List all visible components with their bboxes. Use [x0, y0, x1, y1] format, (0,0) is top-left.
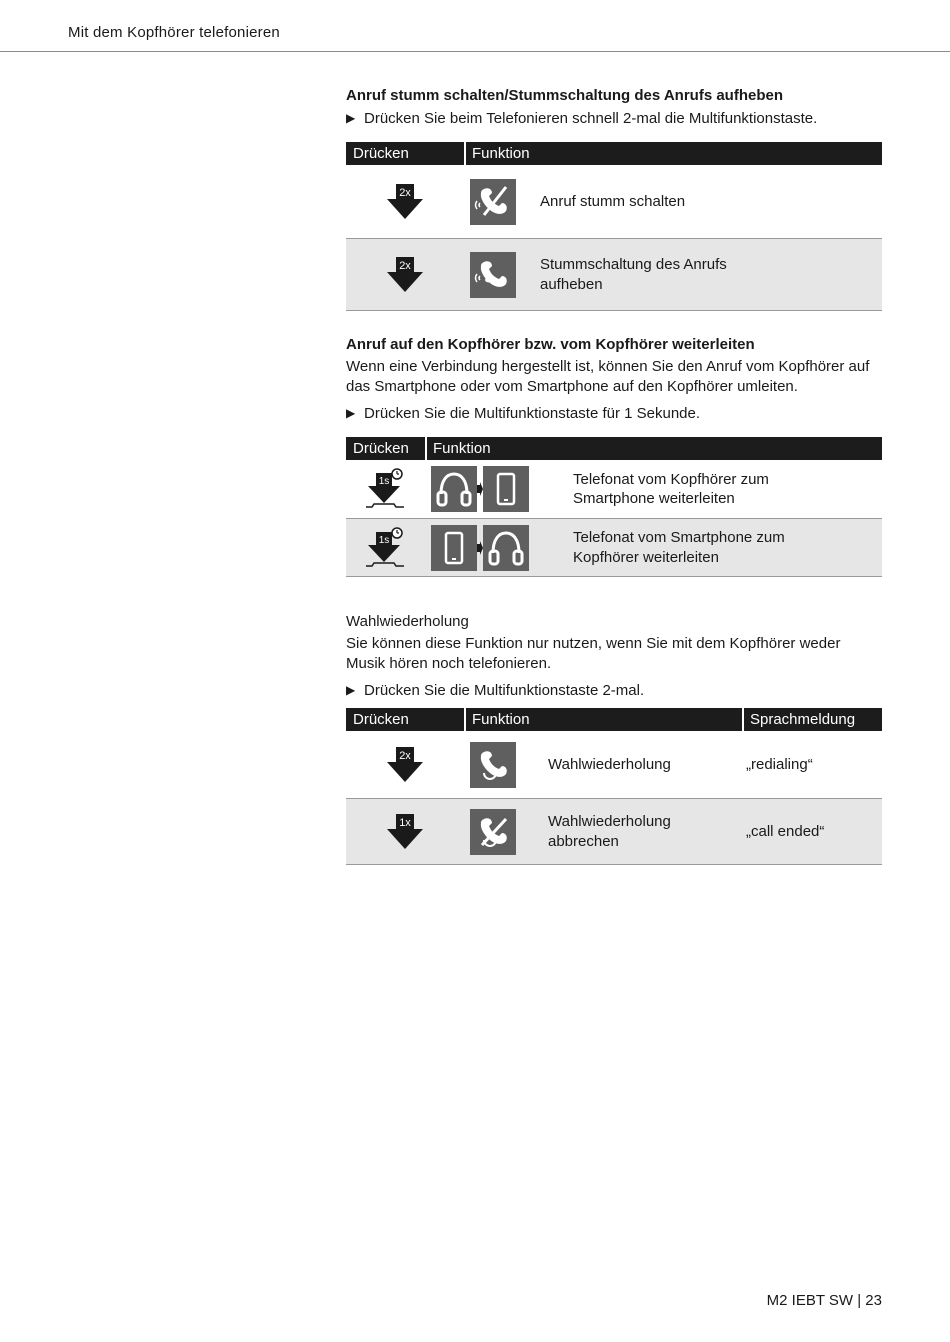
column-header: Drücken: [346, 142, 464, 165]
function-table: [346, 437, 882, 577]
instruction-text: Drücken Sie beim Telefonieren schnell 2-mal die Multifunktionstaste.: [364, 110, 818, 127]
press-indicator: [346, 747, 464, 783]
press-arrow-icon: [385, 747, 425, 783]
smartphone-icon: [483, 466, 529, 512]
press-duration: 1s: [378, 476, 389, 487]
instruction-step: [346, 681, 882, 700]
table-row: [346, 239, 882, 311]
function-table: [346, 142, 882, 311]
voice-prompt: „call ended“: [742, 799, 882, 865]
headphones-icon: [431, 466, 477, 512]
column-header: Funktion: [464, 708, 742, 731]
voice-prompt: „redialing“: [742, 731, 882, 799]
bullet-triangle-icon: ▶: [346, 406, 356, 420]
bullet-triangle-icon: ▶: [346, 111, 356, 125]
function-label: Telefonat vom Kopfhörer zum Smartphone weiterleiten: [573, 470, 769, 507]
function-label: Wahlwiederholung abbrechen: [548, 813, 671, 850]
press-count: 2x: [399, 749, 411, 762]
section-heading: Anruf auf den Kopfhörer bzw. vom Kopfhörer weiterleiten: [346, 336, 755, 353]
function-label: Wahlwiederholung: [548, 755, 671, 773]
section-text: Wenn eine Verbindung hergestellt ist, können Sie den Anruf vom Kopfhörer auf das Smartphone oder vom Smartphone auf den Kopfhörer umleiten.: [346, 358, 870, 395]
table-row: [346, 799, 882, 865]
table-row: [346, 731, 882, 799]
press-indicator: [346, 814, 464, 850]
instruction-text: Drücken Sie die Multifunktionstaste 2-mal.: [364, 682, 645, 699]
page-header-title: Mit dem Kopfhörer telefonieren: [68, 24, 280, 41]
mute-call-icon: [470, 179, 516, 225]
column-header: Sprachmeldung: [742, 708, 882, 731]
press-hold-icon: [364, 526, 408, 570]
table-row: [346, 519, 882, 577]
unmute-call-icon: [470, 252, 516, 298]
press-arrow-icon: [385, 184, 425, 220]
function-label: Stummschaltung des Anrufs aufheben: [540, 256, 727, 293]
instruction-text: Drücken Sie die Multifunktionstaste für 1 Sekunde.: [364, 405, 701, 422]
section-heading: Anruf stumm schalten/Stummschaltung des Anrufs aufheben: [346, 87, 783, 104]
function-label: Anruf stumm schalten: [540, 192, 686, 210]
table-row: [346, 165, 882, 239]
press-count: 2x: [399, 259, 411, 272]
function-label: Telefonat vom Smartphone zum Kopfhörer weiterleiten: [573, 529, 785, 566]
header-divider: [0, 51, 950, 52]
table-row: [346, 460, 882, 519]
column-header: Funktion: [464, 142, 882, 165]
press-indicator: [346, 257, 464, 293]
headphones-icon: [483, 525, 529, 571]
press-arrow-icon: [385, 814, 425, 850]
press-duration: 1s: [378, 534, 389, 546]
press-count: 2x: [399, 186, 411, 199]
instruction-step: [346, 109, 882, 128]
function-table: [346, 708, 882, 865]
press-indicator: [346, 467, 425, 511]
headphones-to-phone-icon: [431, 466, 529, 512]
section-text: Sie können diese Funktion nur nutzen, wenn Sie mit dem Kopfhörer weder Musik hören noch telefonieren.: [346, 635, 841, 672]
cancel-redial-icon: [470, 809, 516, 855]
phone-to-headphones-icon: [431, 525, 529, 571]
smartphone-icon: [431, 525, 477, 571]
column-header: Drücken: [346, 437, 425, 460]
column-header: Funktion: [425, 437, 882, 460]
section-mute: [346, 86, 882, 311]
press-hold-icon: [364, 467, 408, 511]
page-footer: M2 IEBT SW | 23: [766, 1292, 882, 1309]
bullet-triangle-icon: ▶: [346, 683, 356, 697]
column-header: Drücken: [346, 708, 464, 731]
instruction-step: [346, 404, 882, 423]
press-arrow-icon: [385, 257, 425, 293]
press-indicator: [346, 184, 464, 220]
section-transfer: [346, 335, 882, 577]
section-heading: Wahlwiederholung: [346, 613, 469, 630]
section-redial: [346, 612, 882, 865]
redial-icon: [470, 742, 516, 788]
press-indicator: [346, 526, 425, 570]
press-count: 1x: [399, 816, 411, 829]
